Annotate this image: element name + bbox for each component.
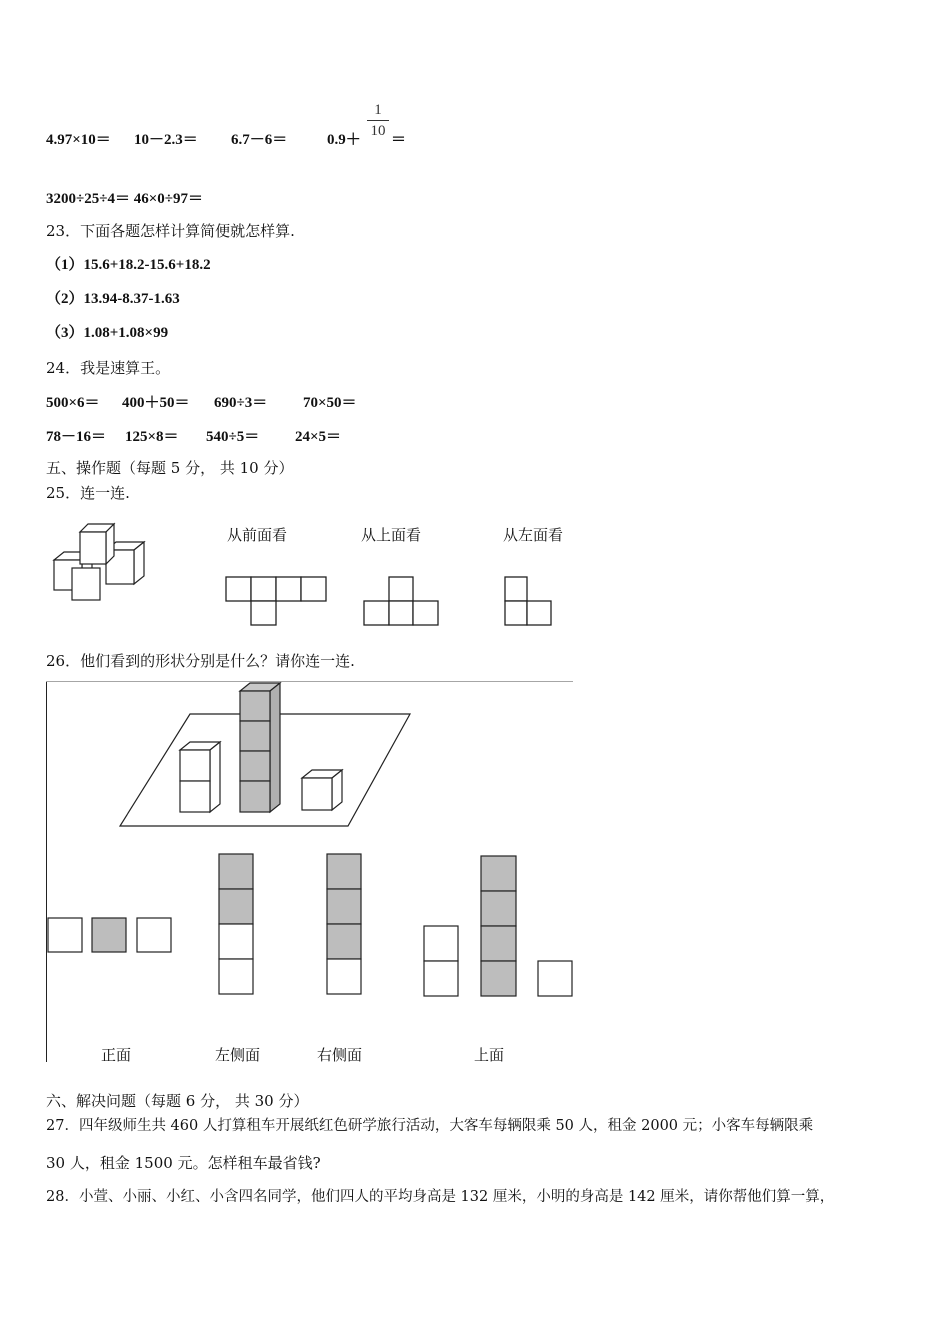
- q24-expr: 500×6＝: [46, 395, 100, 411]
- q22-expr-4-tail: ＝: [391, 132, 407, 148]
- q28-line-1: 28．小萱、小丽、小红、小含四名同学，他们四人的平均身高是 132 厘米，小明的身高是 142 厘米，请你帮他们算一算，: [46, 1189, 835, 1205]
- q25-title: 25．连一连.: [46, 484, 130, 502]
- q22-expr-1: 4.97×10＝: [46, 132, 111, 148]
- q26-title: 26．他们看到的形状分别是什么？请你连一连.: [46, 652, 355, 670]
- q23-item-2: （2）13.94-8.37-1.63: [46, 291, 180, 307]
- q24-expr: 400＋50＝: [122, 395, 190, 411]
- q24-expr: 540÷5＝: [206, 429, 260, 445]
- q22-expr-3: 6.7－6＝: [231, 132, 288, 148]
- q24-expr: 78－16＝: [46, 429, 107, 445]
- view-shape-1: [225, 576, 329, 628]
- q26-label-top: 上面: [474, 1046, 505, 1064]
- view-shape-2: [363, 576, 441, 628]
- view-label-front: 从前面看: [227, 526, 288, 544]
- q27-line-2: 30 人，租金 1500 元。怎样租车最省钱?: [46, 1154, 321, 1172]
- q22-row2: 3200÷25÷4＝ 46×0÷97＝: [46, 191, 203, 207]
- view-label-left: 从左面看: [503, 526, 564, 544]
- view-label-top: 从上面看: [361, 526, 422, 544]
- section-6-heading: 六、解决问题（每题 6 分， 共 30 分）: [46, 1092, 309, 1110]
- q23-item-1: （1）15.6+18.2-15.6+18.2: [46, 257, 211, 273]
- q26-figure: [46, 680, 576, 1065]
- q24-expr: 24×5＝: [295, 429, 342, 445]
- q24-title: 24．我是速算王。: [46, 359, 171, 377]
- q22-expr-4: 0.9＋: [327, 132, 361, 148]
- q26-label-front: 正面: [101, 1046, 132, 1064]
- view-shape-3: [504, 576, 554, 628]
- fraction-denominator: 10: [370, 123, 386, 139]
- fraction-numerator: 1: [374, 102, 382, 118]
- q23-item-3: （3）1.08+1.08×99: [46, 325, 169, 341]
- q27-line-1: 27．四年级师生共 460 人打算租车开展纸红色研学旅行活动，大客车每辆限乘 50 人，租金 2000 元；小客车每辆限乘: [46, 1118, 814, 1134]
- q25-cube-figure: [48, 520, 148, 604]
- q26-label-right-side: 右侧面: [317, 1046, 363, 1064]
- q24-expr: 690÷3＝: [214, 395, 268, 411]
- q26-label-left-side: 左侧面: [215, 1046, 261, 1064]
- q24-expr: 125×8＝: [125, 429, 179, 445]
- section-5-heading: 五、操作题（每题 5 分， 共 10 分）: [46, 459, 294, 477]
- q23-title: 23．下面各题怎样计算简便就怎样算.: [46, 222, 295, 240]
- fraction: [367, 101, 389, 140]
- q24-expr: 70×50＝: [303, 395, 357, 411]
- q22-expr-2: 10－2.3＝: [134, 132, 198, 148]
